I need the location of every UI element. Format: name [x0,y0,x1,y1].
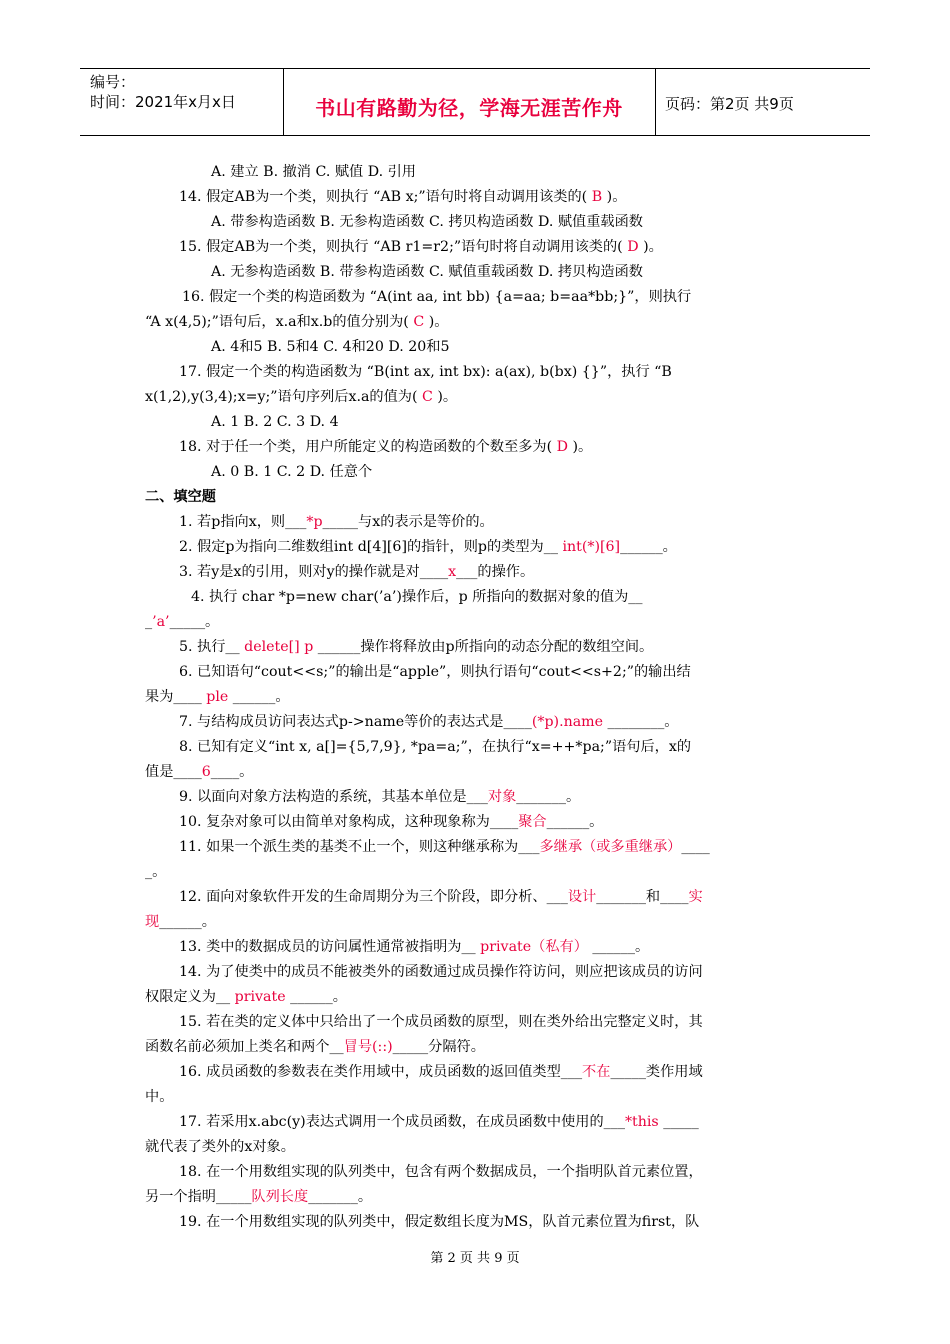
line-text: 3. 若y是x的引用，则对y的操作就是对____ [179,564,449,580]
line-text: 15. 若在类的定义体中只给出了一个成员函数的原型，则在类外给出完整定义时，其 [179,1014,703,1030]
text-line [145,535,810,560]
line-text: )。 [602,189,627,205]
line-text: 4. 执行 char *p=new char(’a’)操作后，p 所指向的数据对象的值为__ [191,589,643,605]
answer-text: private（私有） [480,939,588,955]
answer-text: ple [206,689,229,705]
line-text: 14. 为了使类中的成员不能被类外的函数通过成员操作符访问，则应把该成员的访问 [179,964,703,980]
line-text: 就代表了类外的x对象。 [145,1139,295,1155]
text-line [145,210,810,235]
question-body [145,160,810,1235]
answer-text: D [556,439,568,455]
text-line [145,710,810,735]
line-text: 10. 复杂对象可以由简单对象构成，这种现象称为____ [179,814,519,830]
text-line [145,1010,810,1035]
answer-text: 冒号(::) [343,1039,393,1055]
text-line [145,385,810,410]
section-heading [145,485,810,510]
answer-text: 实 [688,889,703,905]
line-text: )。 [424,314,449,330]
line-text: ______。 [285,989,347,1005]
line-text: _。 [145,864,167,880]
header-motto: 书山有路勤为径，学海无涯苦作舟 [315,96,623,120]
line-text: ______。 [159,914,216,930]
header-time-label: 时间：2021年x月x日 [90,93,236,111]
line-text: A. 建立 B. 撤消 C. 赋值 D. 引用 [211,164,416,180]
line-text: 19. 在一个用数组实现的队列类中，假定数组长度为MS，队首元素位置为first，队 [179,1214,700,1230]
line-text: A. 4和5 B. 5和4 C. 4和20 D. 20和5 [211,339,450,355]
header-number-label: 编号： [90,73,136,91]
text-line [145,760,810,785]
page-footer: 第 2 页 共 9 页 [430,1251,520,1266]
line-text: _______。 [308,1189,373,1205]
header-page-label: 页码：第2页 共9页 [665,95,794,113]
text-line [145,810,810,835]
answer-text: C [413,314,425,330]
answer-text: 设计 [567,889,597,905]
text-line [145,185,810,210]
text-line [145,960,810,985]
line-text: 13. 类中的数据成员的访问属性通常被指明为__ [179,939,481,955]
text-line [145,835,810,860]
line-text: _______和____ [596,889,689,905]
text-line [145,735,810,760]
line-text: )。 [638,239,663,255]
line-text: 另一个指明_____ [145,1189,252,1205]
line-text: 值是____ [145,764,202,780]
text-line [145,1060,810,1085]
header-divider-right [655,68,656,136]
line-text: _____类作用域 [610,1064,703,1080]
line-text: 权限定义为__ [145,989,235,1005]
line-text: 14. 假定AB为一个类，则执行 “AB x;”语句时将自动调用该类的( [179,189,592,205]
text-line [145,1210,810,1235]
line-text: 二、填空题 [145,489,216,505]
line-text: A. 0 B. 1 C. 2 D. 任意个 [211,464,373,480]
text-line [145,510,810,535]
text-line [145,335,810,360]
text-line [145,785,810,810]
text-line [145,610,810,635]
line-text: ____ [681,839,710,855]
line-text: ______。 [228,689,290,705]
answer-text: B [591,189,603,205]
text-line [145,360,810,385]
line-text: A. 1 B. 2 C. 3 D. 4 [211,414,339,430]
text-line [145,560,810,585]
text-line [145,985,810,1010]
line-text: ____。 [210,764,254,780]
line-text: )。 [432,389,458,405]
text-line [145,1135,810,1160]
text-line [145,660,810,685]
answer-text: private [234,989,286,1005]
line-text: _____ [658,1114,699,1130]
line-text: _____。 [169,614,220,630]
text-line [145,935,810,960]
answer-text: D [627,239,639,255]
text-line [145,435,810,460]
answer-text: delete[] p [244,639,314,655]
answer-text: int(*)[6] [562,539,621,555]
line-text: 9. 以面向对象方法构造的系统，其基本单位是___ [179,789,488,805]
line-text: 18. 在一个用数组实现的队列类中，包含有两个数据成员，一个指明队首元素位置， [179,1164,703,1180]
text-line [145,585,810,610]
line-text: 5. 执行__ [179,639,245,655]
line-text: “A x(4,5);”语句后，x.a和x.b的值分别为( [145,314,414,330]
answer-text: (*p).name [531,714,604,730]
text-line [145,635,810,660]
line-text: _ [145,614,153,630]
answer-text: 6 [201,764,211,780]
text-line [145,910,810,935]
answer-text: 队列长度 [251,1189,309,1205]
answer-text: 聚合 [518,814,547,830]
header-top-rule [80,68,870,69]
text-line [145,285,810,310]
answer-text: 不在 [582,1064,611,1080]
line-text: 中。 [145,1089,174,1105]
answer-text: *p [306,514,323,530]
text-line [145,885,810,910]
header-bottom-rule [80,135,870,136]
line-text: 1. 若p指向x，则___ [179,514,307,530]
text-line [145,1035,810,1060]
line-text: 16. 假定一个类的构造函数为 “A(int aa, int bb) {a=aa; b=aa*bb;}”，则执行 [182,289,692,305]
line-text: 17. 若采用x.abc(y)表达式调用一个成员函数，在成员函数中使用的___ [179,1114,625,1130]
line-text: _____分隔符。 [392,1039,485,1055]
text-line [145,685,810,710]
text-line [145,1160,810,1185]
answer-text: ’a’ [152,614,170,630]
text-line [145,260,810,285]
line-text: 6. 已知语句“cout<<s;”的输出是“apple”，则执行语句“cout<<s+2;”的输出结 [179,664,691,680]
line-text: ___的操作。 [456,564,535,580]
text-line [145,160,810,185]
line-text: 果为____ [145,689,207,705]
text-line [145,235,810,260]
line-text: A. 带参构造函数 B. 无参构造函数 C. 拷贝构造函数 D. 赋值重载函数 [211,214,643,230]
text-line [145,310,810,335]
answer-text: *this [624,1114,659,1130]
header-left-block [90,72,236,112]
text-line [145,1085,810,1110]
line-text: 15. 假定AB为一个类，则执行 “AB r1=r2;”语句时将自动调用该类的( [179,239,628,255]
line-text: 18. 对于任一个类，用户所能定义的构造函数的个数至多为( [179,439,557,455]
text-line [145,860,810,885]
line-text: 8. 已知有定义“int x, a[]={5,7,9}, *pa=a;”，在执行“x=++*pa;”语句后，x的 [179,739,692,755]
text-line [145,1185,810,1210]
line-text: ______。 [546,814,604,830]
line-text: 函数名前必须加上类名和两个__ [145,1039,344,1055]
line-text: ______操作将释放由p所指向的动态分配的数组空间。 [313,639,654,655]
answer-text: 现 [145,914,160,930]
line-text: )。 [568,439,593,455]
text-line [145,410,810,435]
text-line [145,460,810,485]
line-text: 2. 假定p为指向二维数组int d[4][6]的指针，则p的类型为__ [179,539,563,555]
line-text: 11. 如果一个派生类的基类不止一个，则这种继承称为___ [179,839,540,855]
line-text: 12. 面向对象软件开发的生命周期分为三个阶段，即分析、___ [179,889,568,905]
line-text: _____与x的表示是等价的。 [322,514,494,530]
text-line [145,1110,810,1135]
line-text: ______。 [620,539,677,555]
line-text: A. 无参构造函数 B. 带参构造函数 C. 赋值重载函数 D. 拷贝构造函数 [211,264,643,280]
line-text: 17. 假定一个类的构造函数为 “B(int ax, int bx): a(ax), b(bx) {}”，执行 “B [179,364,672,380]
line-text: 7. 与结构成员访问表达式p->name等价的表达式是____ [179,714,532,730]
line-text: _______。 [516,789,581,805]
line-text: ______。 [587,939,650,955]
answer-text: C [422,389,433,405]
answer-text: x [448,564,457,580]
answer-text: 对象 [487,789,517,805]
line-text: x(1,2),y(3,4);x=y;”语句序列后x.a的值为( [145,389,423,405]
line-text: 16. 成员函数的参数表在类作用域中，成员函数的返回值类型___ [179,1064,583,1080]
line-text: ________。 [603,714,679,730]
answer-text: 多继承（或多重继承） [539,839,682,855]
